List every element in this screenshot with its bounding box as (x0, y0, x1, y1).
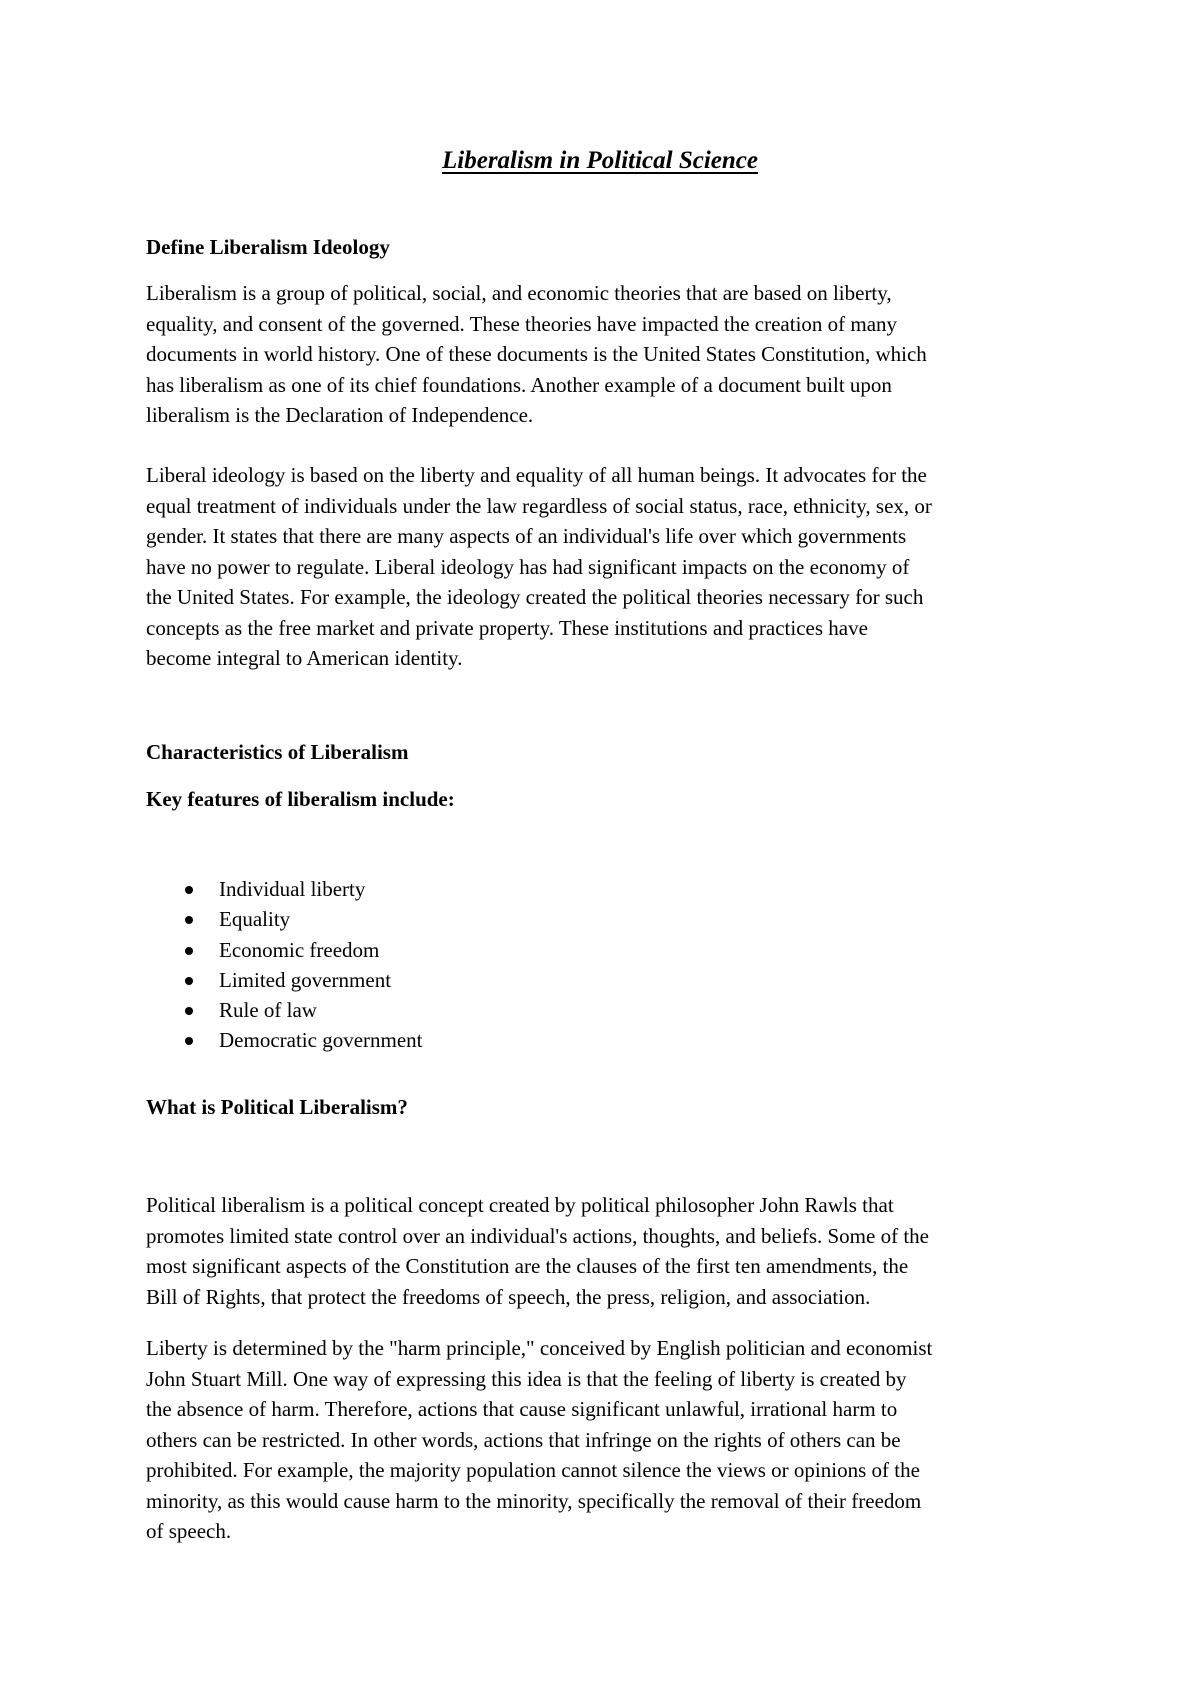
paragraph-line: minority, as this would cause harm to the minority, specifically the removal of their freedom (146, 1488, 922, 1513)
paragraph-line: equal treatment of individuals under the law regardless of social status, race, ethnicity, sex, or (146, 493, 932, 518)
paragraph-line: liberalism is the Declaration of Independence. (146, 403, 534, 427)
list-item: Equality (0, 904, 700, 934)
paragraph-line: John Stuart Mill. One way of expressing this idea is that the feeling of liberty is created by (146, 1366, 907, 1391)
paragraph-line: documents in world history. One of these documents is the United States Constitution, which (146, 342, 927, 366)
page-title: Liberalism in Political Science (442, 147, 758, 174)
paragraph-line: become integral to American identity. (146, 646, 463, 670)
paragraph-line: the absence of harm. Therefore, actions that cause significant unlawful, irrational harm to (146, 1397, 898, 1421)
paragraph-line: Political liberalism is a political concept created by political philosopher John Rawls that (146, 1193, 894, 1217)
features-bullet-list (0, 874, 700, 1056)
paragraph-line: equality, and consent of the governed. These theories have impacted the creation of many (146, 311, 898, 336)
paragraph-harm-principle (146, 1333, 1086, 1547)
paragraph-line: Liberalism is a group of political, social, and economic theories that are based on liberty, (146, 281, 892, 305)
paragraph-line: gender. It states that there are many aspects of an individual's life over which governments (146, 524, 907, 548)
paragraph-liberal-ideology (146, 460, 1086, 674)
paragraph-line: Liberty is determined by the "harm principle," conceived by English politician and economist (146, 1336, 933, 1360)
paragraph-line: promotes limited state control over an individual's actions, thoughts, and beliefs. Some of the (146, 1223, 929, 1248)
paragraph-line: prohibited. For example, the majority population cannot silence the views or opinions of the (146, 1458, 920, 1482)
key-features-subheading: Key features of liberalism include: (146, 787, 455, 811)
section-heading-define-liberalism: Define Liberalism Ideology (146, 235, 390, 259)
list-item: Limited government (0, 965, 700, 995)
paragraph-line: the United States. For example, the ideology created the political theories necessary for such (146, 585, 924, 609)
paragraph-line: has liberalism as one of its chief foundations. Another example of a document built upon (146, 372, 892, 397)
list-item: Democratic government (0, 1025, 700, 1055)
paragraph-line: most significant aspects of the Constitution are the clauses of the first ten amendments, the (146, 1254, 909, 1278)
list-item: Individual liberty (0, 874, 700, 904)
paragraph-liberalism-definition (146, 278, 1086, 431)
list-item: Rule of law (0, 995, 700, 1025)
list-item: Economic freedom (0, 935, 700, 965)
paragraph-line: Bill of Rights, that protect the freedoms of speech, the press, religion, and association. (146, 1284, 871, 1309)
paragraph-line: concepts as the free market and private property. These institutions and practices have (146, 615, 868, 640)
paragraph-political-liberalism (146, 1190, 1086, 1312)
paragraph-line: Liberal ideology is based on the liberty and equality of all human beings. It advocates for the (146, 463, 927, 487)
paragraph-line: others can be restricted. In other words, actions that infringe on the rights of others can be (146, 1427, 901, 1452)
section-heading-characteristics: Characteristics of Liberalism (146, 740, 409, 764)
paragraph-line: have no power to regulate. Liberal ideology has had significant impacts on the economy of (146, 554, 910, 579)
paragraph-line: of speech. (146, 1519, 232, 1543)
section-heading-political-liberalism: What is Political Liberalism? (146, 1095, 408, 1119)
